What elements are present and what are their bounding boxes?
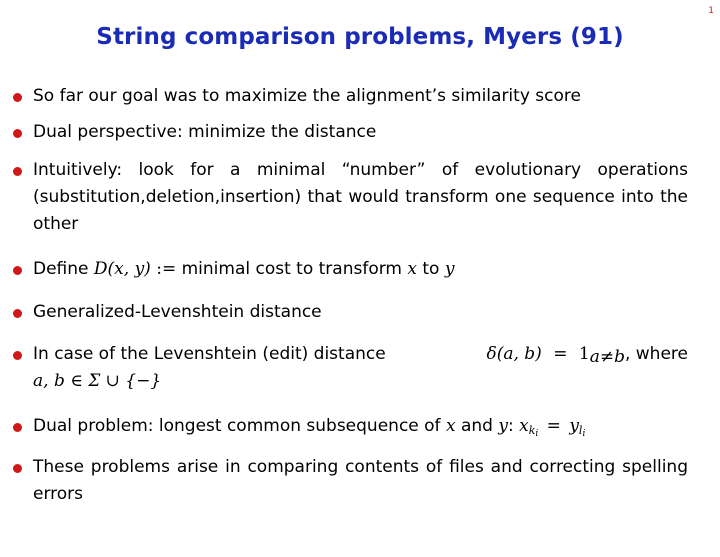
page-number: 1 (708, 6, 714, 16)
math-x: x (445, 416, 456, 436)
math-subscript: a≠b (589, 347, 625, 367)
math-equals: = (553, 344, 568, 364)
math-equals: = (546, 416, 561, 436)
define-label: Define (33, 259, 89, 279)
math-delta-ab: δ(a, b) (486, 344, 542, 364)
slide-title: String comparison problems, Myers (91) (96, 24, 624, 50)
bullet-dot-icon (13, 167, 22, 176)
math-y-l-i: $y_{l_i}$ (569, 416, 586, 439)
bullet-dot-icon (13, 129, 22, 138)
math-x-k-i: $x_{k_i}$ (519, 416, 539, 439)
bullet-item-8: These problems arise in comparing contents of files and correcting spelling errors (33, 457, 688, 504)
bullet-item-6 (33, 341, 688, 395)
bullet-dot-icon (13, 423, 22, 432)
bullet-item-4 (33, 256, 688, 283)
bullet-dot-icon (13, 93, 22, 102)
where-text: , where (624, 344, 688, 364)
math-x: x (407, 259, 417, 279)
bullet-dot-icon (13, 464, 22, 473)
bullet-item-5: Generalized-Levenshtein distance (33, 302, 322, 322)
levenshtein-text: In case of the Levenshtein (edit) distance (33, 344, 386, 364)
bullet-item-2: Dual perspective: minimize the distance (33, 122, 377, 142)
bullet-dot-icon (13, 309, 22, 318)
and-text: and (460, 416, 493, 436)
define-text: minimal cost to transform (181, 259, 402, 279)
math-one: 1 (578, 344, 590, 364)
dual-problem-text: Dual problem: longest common subsequence of (33, 416, 441, 436)
math-D-xy: D(x, y) (93, 259, 151, 279)
colon-text: : (507, 416, 514, 436)
to-text: to (422, 259, 440, 279)
math-y: y (444, 259, 455, 279)
bullet-dot-icon (13, 351, 22, 360)
bullet-item-7 (33, 413, 688, 440)
bullet-item-3: Intuitively: look for a minimal “number” of evolutionary operations (substitution,deletion,insertion) that would transform one sequence into the other (33, 160, 688, 234)
math-y: y (498, 416, 508, 436)
math-set: a, b ∈ Σ ∪ {−} (33, 371, 162, 391)
bullet-dot-icon (13, 266, 22, 275)
math-assign: := (156, 259, 177, 279)
bullet-item-1: So far our goal was to maximize the alignment’s similarity score (33, 86, 581, 106)
